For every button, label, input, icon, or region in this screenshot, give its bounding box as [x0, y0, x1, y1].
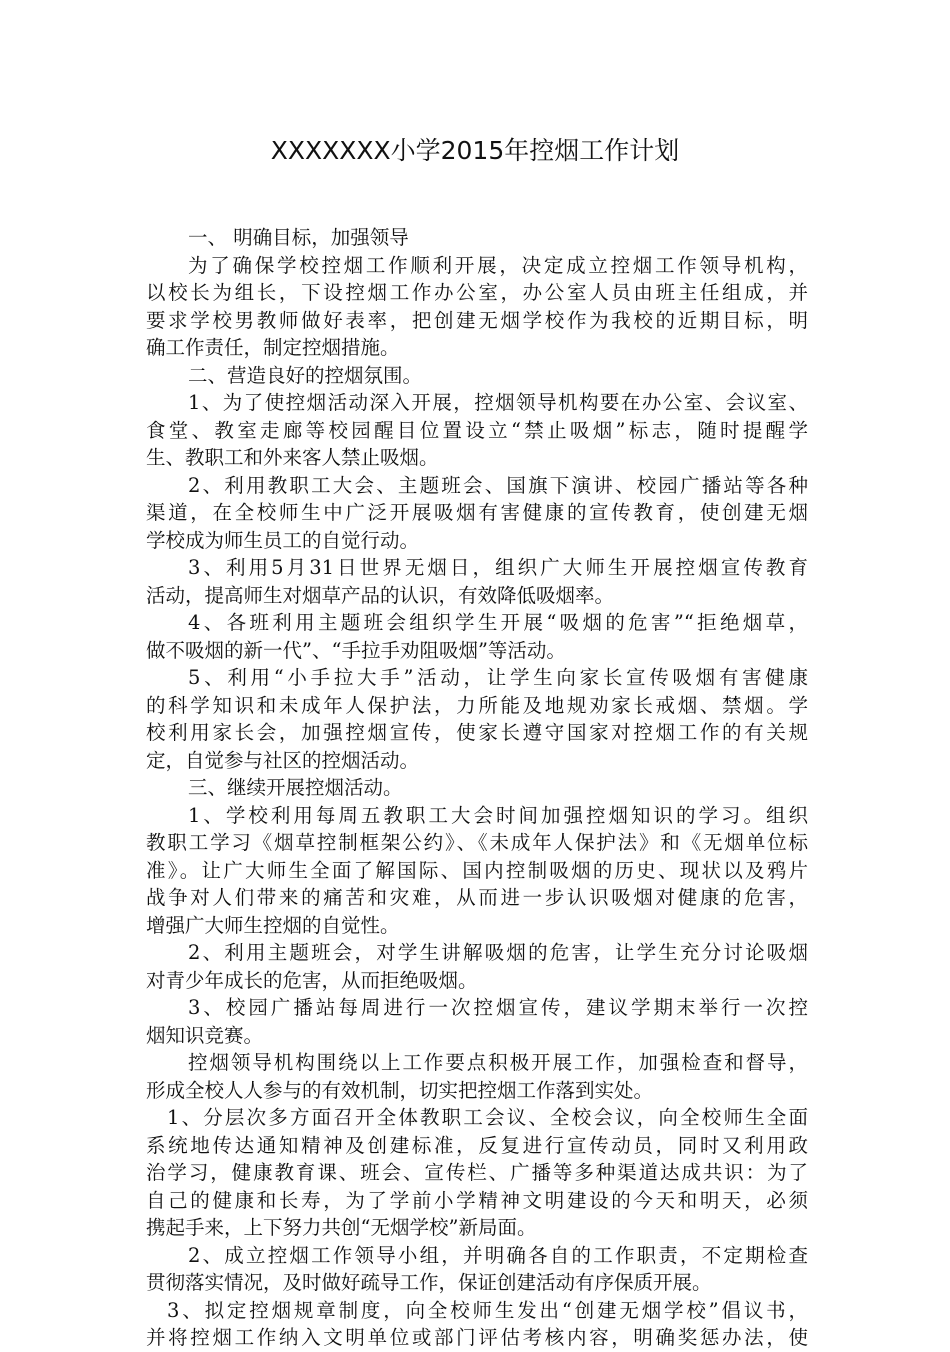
paragraph-line: 以校长为组长，下设控烟工作办公室，办公室人员由班主任组成，并 [146, 281, 808, 304]
paragraph-line: 控烟领导机构围绕以上工作要点积极开展工作，加强检查和督导， [188, 1051, 808, 1074]
paragraph-line: 系统地传达通知精神及创建标准，反复进行宣传动员，同时又利用政 [146, 1133, 808, 1157]
paragraph-line: 自己的健康和长寿，为了学前小学精神文明建设的今天和明天，必须 [146, 1188, 808, 1212]
paragraph-line: 2、成立控烟工作领导小组，并明确各自的工作职责，不定期检查 [188, 1243, 808, 1267]
paragraph-line: 渠道，在全校师生中广泛开展吸烟有害健康的宣传教育，使创建无烟 [146, 501, 808, 524]
paragraph-line: 烟知识竞赛。 [146, 1023, 264, 1047]
section-heading-1: 一、 明确目标，加强领导 [188, 226, 409, 249]
paragraph-line: 为了确保学校控烟工作顺利开展，决定成立控烟工作领导机构， [188, 253, 808, 277]
paragraph-line: 食堂、教室走廊等校园醒目位置设立“禁止吸烟”标志，随时提醒学 [146, 418, 808, 442]
paragraph-line: 并将控烟工作纳入文明单位或部门评估考核内容，明确奖惩办法，使 [146, 1326, 808, 1349]
paragraph-line: 4、各班利用主题班会组织学生开展“吸烟的危害”“拒绝烟草， [188, 611, 808, 634]
paragraph-line: 教职工学习《烟草控制框架公约》、《未成年人保护法》和《无烟单位标 [146, 831, 808, 854]
paragraph-line: 5、利用“小手拉大手”活动，让学生向家长宣传吸烟有害健康 [188, 666, 808, 689]
paragraph-line: 准》。让广大师生全面了解国际、国内控制吸烟的历史、现状以及鸦片 [146, 858, 808, 882]
paragraph-line: 学校成为师生员工的自觉行动。 [146, 528, 420, 552]
section-heading-2: 二、营造良好的控烟氛围。 [188, 363, 423, 387]
paragraph-line: 生、教职工和外来客人禁止吸烟。 [146, 446, 439, 469]
paragraph-line: 形成全校人人参与的有效机制，切实把控烟工作落到实处。 [146, 1078, 654, 1102]
section-heading-3: 三、继续开展控烟活动。 [188, 776, 403, 799]
paragraph-line: 对青少年成长的危害，从而拒绝吸烟。 [146, 968, 478, 992]
paragraph-line: 2、利用主题班会，对学生讲解吸烟的危害，让学生充分讨论吸烟 [188, 941, 808, 964]
paragraph-line: 3、利用5月31日世界无烟日，组织广大师生开展控烟宣传教育 [188, 556, 808, 579]
paragraph-line: 治学习，健康教育课、班会、宣传栏、广播等多种渠道达成共识：为了 [146, 1161, 808, 1184]
paragraph-line: 携起手来，上下努力共创“无烟学校”新局面。 [146, 1216, 537, 1239]
paragraph-line: 做不吸烟的新一代”、“手拉手劝阻吸烟”等活动。 [146, 638, 566, 662]
paragraph-line: 活动，提高师生对烟草产品的认识，有效降低吸烟率。 [146, 583, 615, 607]
paragraph-line: 的科学知识和未成年人保护法，力所能及地规劝家长戒烟、禁烟。学 [146, 693, 808, 717]
paragraph-line: 1、为了使控烟活动深入开展，控烟领导机构要在办公室、会议室、 [188, 391, 808, 414]
paragraph-line: 1、学校利用每周五教职工大会时间加强控烟知识的学习。组织 [188, 803, 808, 827]
paragraph-line: 确工作责任，制定控烟措施。 [146, 336, 400, 359]
document-body [146, 224, 808, 1352]
paragraph-line: 3、校园广播站每周进行一次控烟宣传，建议学期末举行一次控 [188, 996, 808, 1019]
paragraph-line: 贯彻落实情况，及时做好疏导工作，保证创建活动有序保质开展。 [146, 1271, 712, 1294]
paragraph-line: 战争对人们带来的痛苦和灾难，从而进一步认识吸烟对健康的危害， [146, 886, 808, 909]
paragraph-line: 1、分层次多方面召开全体教职工会议、全校会议，向全校师生全面 [167, 1106, 808, 1129]
paragraph-line: 定，自觉参与社区的控烟活动。 [146, 748, 420, 772]
document-title: XXXXXXX小学2015年控烟工作计划 [270, 136, 680, 165]
paragraph-line: 2、利用教职工大会、主题班会、国旗下演讲、校园广播站等各种 [188, 473, 808, 497]
paragraph-line: 增强广大师生控烟的自觉性。 [146, 913, 400, 937]
paragraph-line: 3、拟定控烟规章制度，向全校师生发出“创建无烟学校”倡议书， [167, 1298, 808, 1322]
paragraph-line: 校利用家长会，加强控烟宣传，使家长遵守国家对控烟工作的有关规 [146, 721, 808, 744]
paragraph-line: 要求学校男教师做好表率，把创建无烟学校作为我校的近期目标，明 [146, 308, 808, 332]
